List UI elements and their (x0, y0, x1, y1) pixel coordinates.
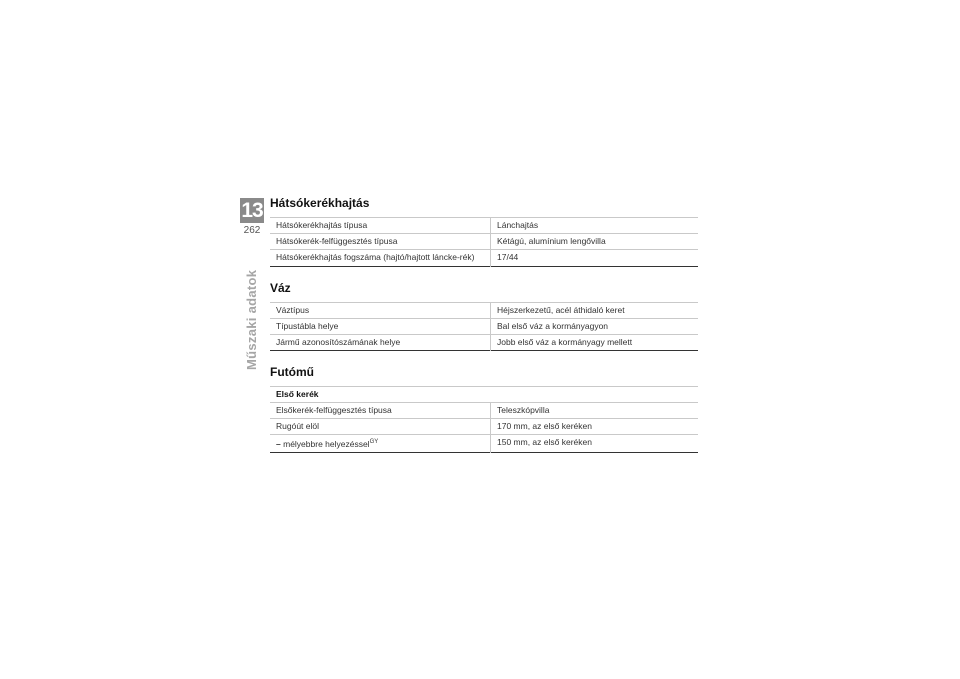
table-row (270, 335, 698, 351)
spec-label: Hátsókerék-felfüggesztés típusa (270, 234, 491, 250)
spec-table (270, 217, 698, 267)
table-row (270, 234, 698, 250)
table-row (270, 419, 698, 435)
table-row (270, 403, 698, 419)
section-heading: Hátsókerékhajtás (270, 196, 370, 210)
page-number: 262 (243, 225, 261, 236)
spec-value: Bal első váz a kormányagyon (497, 321, 609, 331)
table-subheading: Első kerék (276, 389, 319, 399)
table-row (270, 319, 698, 335)
section-chassis (270, 365, 698, 453)
dash-marker: – (276, 438, 281, 449)
spec-label: Rugóút elöl (270, 419, 491, 435)
section-frame (270, 281, 698, 351)
section-heading: Futómű (270, 365, 314, 379)
spec-label-text: mélyebbre helyezéssel (283, 438, 370, 449)
spec-label: Jármű azonosítószámának helye (270, 335, 491, 351)
section-rear-drive (270, 196, 698, 267)
side-chapter-title: Műszaki adatok (244, 269, 259, 370)
spec-value: 150 mm, az első keréken (497, 437, 592, 447)
content (270, 196, 698, 467)
spec-value: Héjszerkezetű, acél áthidaló keret (497, 305, 625, 315)
spec-value: 17/44 (497, 252, 519, 262)
spec-table (270, 386, 698, 453)
spec-label: Váztípus (270, 303, 491, 319)
table-row (270, 435, 698, 453)
spec-value: Jobb első váz a kormányagy mellett (497, 337, 633, 347)
spec-label (270, 435, 491, 453)
spec-value: Teleszkópvilla (497, 405, 550, 415)
spec-label: Hátsókerékhajtás fogszáma (hajtó/hajtott láncke-rék) (270, 250, 491, 267)
table-subheading-row (270, 387, 698, 403)
table-row (270, 218, 698, 234)
table-row (270, 250, 698, 267)
spec-value: Lánchajtás (497, 220, 539, 230)
spec-label: Elsőkerék-felfüggesztés típusa (270, 403, 491, 419)
spec-value: 170 mm, az első keréken (497, 421, 592, 431)
spec-label: Hátsókerékhajtás típusa (270, 218, 491, 234)
footnote-marker: GY (369, 439, 379, 445)
spec-value: Kétágú, alumínium lengővilla (497, 236, 606, 246)
table-row (270, 303, 698, 319)
chapter-number: 13 (241, 199, 263, 222)
spec-table (270, 302, 698, 351)
section-heading: Váz (270, 281, 291, 295)
spec-label: Típustábla helye (270, 319, 491, 335)
